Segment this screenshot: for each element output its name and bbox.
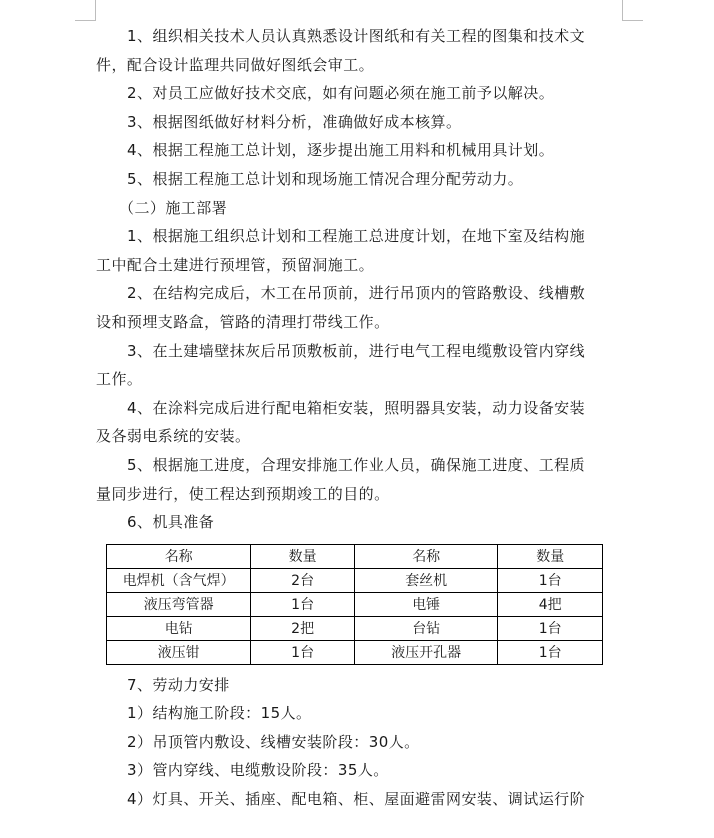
list-item: 1）结构施工阶段：15人。 <box>127 704 312 723</box>
table-cell: 液压弯管器 <box>107 592 251 616</box>
paragraph-continuation: 设和预埋支路盒，管路的清理打带线工作。 <box>96 312 390 331</box>
paragraph-continuation: 工中配合土建进行预埋管，预留洞施工。 <box>96 255 375 274</box>
paragraph: 5、根据施工进度，合理安排施工作业人员，确保施工进度、工程质 <box>127 455 586 474</box>
paragraph: 1、根据施工组织总计划和工程施工总进度计划，在地下室及结构施 <box>127 227 586 246</box>
paragraph: 2、在结构完成后，木工在吊顶前，进行吊顶内的管路敷设、线槽敷 <box>127 284 586 303</box>
page-corner-mark-left <box>75 0 96 21</box>
subsection-heading: 6、机具准备 <box>127 513 215 532</box>
list-item: 2）吊顶管内敷设、线槽安装阶段：30人。 <box>127 732 420 751</box>
paragraph: 2、对员工应做好技术交底，如有问题必须在施工前予以解决。 <box>127 84 555 103</box>
table-header-cell: 数量 <box>498 544 603 568</box>
table-cell: 液压钳 <box>107 640 251 664</box>
table-cell: 1台 <box>498 616 603 640</box>
paragraph: 3、在土建墙壁抹灰后吊顶敷板前，进行电气工程电缆敷设管内穿线 <box>127 341 586 360</box>
table-cell: 1台 <box>251 592 355 616</box>
table-header-row <box>107 544 603 568</box>
table-cell: 1台 <box>498 640 603 664</box>
paragraph-continuation: 工作。 <box>96 370 143 389</box>
table-header-cell: 数量 <box>251 544 355 568</box>
list-item: 3）管内穿线、电缆敷设阶段：35人。 <box>127 761 389 780</box>
table-header-cell: 名称 <box>354 544 498 568</box>
table-row <box>107 592 603 616</box>
list-item: 4）灯具、开关、插座、配电箱、柜、屋面避雷网安装、调试运行阶 <box>127 790 586 809</box>
equipment-table <box>106 544 603 665</box>
table-row <box>107 568 603 592</box>
paragraph-continuation: 及各弱电系统的安装。 <box>96 427 251 446</box>
section-heading: （二）施工部署 <box>119 198 228 217</box>
table-cell: 电锤 <box>354 592 498 616</box>
table-cell: 4把 <box>498 592 603 616</box>
table-header-cell: 名称 <box>107 544 251 568</box>
table-cell: 2把 <box>251 616 355 640</box>
table-cell: 1台 <box>251 640 355 664</box>
table-cell: 液压开孔器 <box>354 640 498 664</box>
paragraph-continuation: 量同步进行，使工程达到预期竣工的目的。 <box>96 484 390 503</box>
paragraph: 1、组织相关技术人员认真熟悉设计图纸和有关工程的图集和技术文 <box>127 27 586 45</box>
equipment-table-wrapper <box>106 544 626 665</box>
table-cell: 台钻 <box>354 616 498 640</box>
table-cell: 电钻 <box>107 616 251 640</box>
table-row <box>107 616 603 640</box>
subsection-heading: 7、劳动力安排 <box>127 675 230 694</box>
table-cell: 电焊机（含气焊） <box>107 568 251 592</box>
table-cell: 1台 <box>498 568 603 592</box>
document-body <box>96 22 626 814</box>
paragraph-continuation: 件，配合设计监理共同做好图纸会审工。 <box>96 55 375 74</box>
paragraph: 5、根据工程施工总计划和现场施工情况合理分配劳动力。 <box>127 169 524 188</box>
table-cell: 套丝机 <box>354 568 498 592</box>
table-cell: 2台 <box>251 568 355 592</box>
paragraph: 3、根据图纸做好材料分析，准确做好成本核算。 <box>127 112 462 131</box>
table-row <box>107 640 603 664</box>
paragraph: 4、根据工程施工总计划，逐步提出施工用料和机械用具计划。 <box>127 141 555 160</box>
page-corner-mark-right <box>622 0 643 21</box>
paragraph: 4、在涂料完成后进行配电箱柜安装，照明器具安装，动力设备安装 <box>127 398 586 417</box>
